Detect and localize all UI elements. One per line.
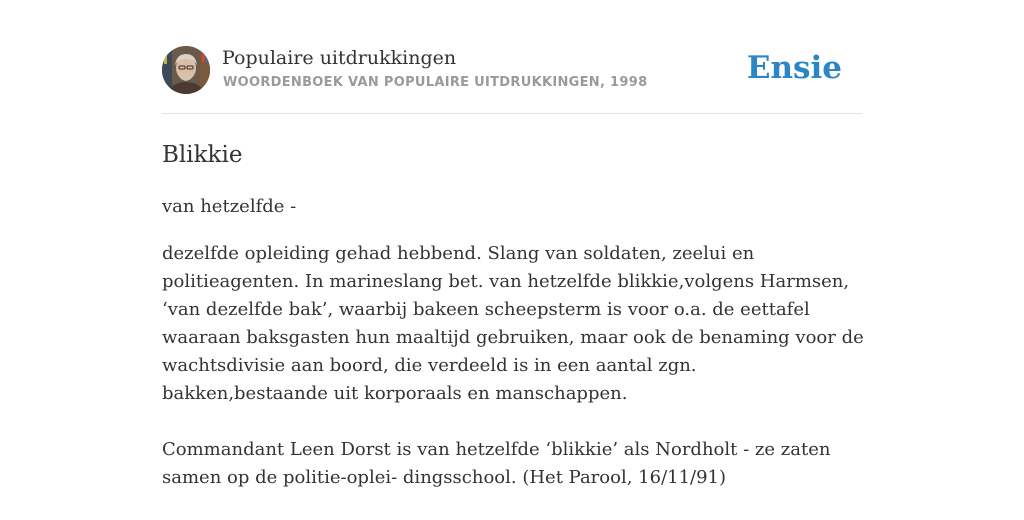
entry-title: Blikkie (162, 142, 243, 168)
entry-paragraph: dezelfde opleiding gehad hebbend. Slang van soldaten, zeelui en politieagenten. In marineslang bet. van hetzelfde blikkie,volgens Harmsen, ‘van dezelfde bak’, waarbij bakeen scheepsterm is voor o.a. de eettafel waaraan baksgasten hun maaltijd gebruiken, maar ook de benaming voor de wachtsdivisie aan boord, die verdeeld is in een aantal zgn. bakken,bestaande uit korporaals en manschappen. (162, 243, 864, 404)
source-subtitle: WOORDENBOEK VAN POPULAIRE UITDRUKKINGEN, 1998 (223, 75, 648, 90)
brand-logo[interactable]: Ensie (746, 50, 842, 86)
entry-paragraph: Commandant Leen Dorst is van hetzelfde ‘blikkie’ als Nordholt - ze zaten samen op de politie-oplei- dingsschool. (Het Parool, 16/11/91) (162, 439, 831, 488)
portrait-avatar-icon[interactable] (162, 46, 210, 94)
source-header (162, 46, 862, 114)
entry-lead: van hetzelfde - (162, 196, 297, 217)
source-title[interactable]: Populaire uitdrukkingen (222, 47, 457, 69)
entry-body (162, 240, 867, 492)
entry-card (162, 46, 862, 520)
